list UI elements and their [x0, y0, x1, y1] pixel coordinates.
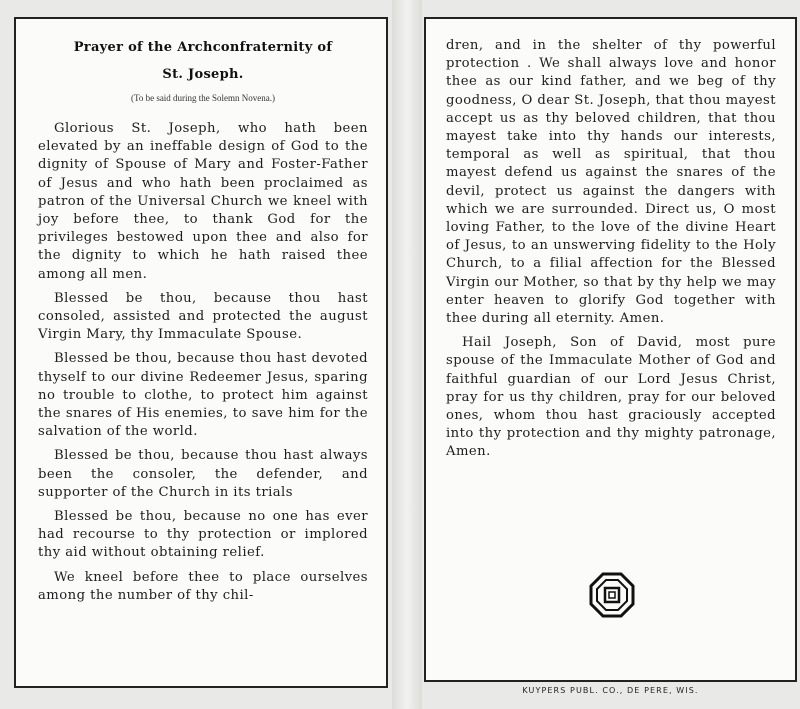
left-paragraph-3: Blessed be thou, because thou hast devoted thyself to our divine Redeemer Jesus, sparing no trouble to clothe, to protect him against the snares of His enemies, to save him for the salvation of the world.	[38, 351, 368, 440]
left-paragraph-5: Blessed be thou, because no one has ever had recourse to thy protection or implored thy aid without obtaining relief.	[38, 509, 368, 561]
decorative-ornament-icon	[588, 571, 636, 619]
left-page	[14, 17, 388, 688]
prayer-title: Prayer of the Archconfraternity of	[73, 40, 333, 55]
printer-imprint: KUYPERS PUBL. CO., DE PERE, WIS.	[522, 686, 699, 695]
right-paragraph-1: dren, and in the shelter of thy powerful protection . We shall always love and honor thee as our kind father, and we beg of thy goodness, O dear St. Joseph, that thou mayest accept us as thy beloved children, that thou mayest take into thy hands our interests, temporal as well as spiritual, that thou mayest defend us against the snares of the devil, protect us against the dangers with which we are surrounded. Direct us, O most loving Father, to the love of the divine Heart of Jesus, to an unswerving fidelity to the Holy Church, to a filial affection for the Blessed Virgin our Mother, so that by thy help we may enter heaven to glorify God together with thee during all eternity. Amen.	[446, 38, 776, 327]
right-page	[424, 17, 797, 682]
prayer-note: (To be said during the Solemn Novena.)	[130, 93, 276, 103]
right-paragraph-2: Hail Joseph, Son of David, most pure spouse of the Immaculate Mother of God and faithful guardian of our Lord Jesus Christ, pray for us thy children, pray for our beloved ones, whom thou hast graciously accepted into thy protection and thy mighty patronage, Amen.	[446, 335, 776, 460]
page-fold	[392, 0, 422, 709]
right-page-body	[446, 37, 776, 468]
left-paragraph-4: Blessed be thou, because thou hast always been the consoler, the defender, and supporter of the Church in its trials	[38, 448, 368, 500]
left-page-body	[38, 120, 368, 611]
left-paragraph-6: We kneel before thee to place ourselves among the number of thy chil-	[38, 569, 368, 603]
left-paragraph-2: Blessed be thou, because thou hast consoled, assisted and protected the august Virgin Mary, thy Immaculate Spouse.	[38, 290, 368, 343]
left-paragraph-1: Glorious St. Joseph, who hath been elevated by an ineffable design of God to the dignity of Spouse of Mary and Foster-Father of Jesus and who hath been proclaimed as patron of the Universal Church we kneel with joy before thee, to thank God for the privileges bestowed upon thee and also for the dignity to which he hath raised thee among all men.	[38, 121, 368, 282]
prayer-subtitle: St. Joseph.	[162, 67, 244, 82]
